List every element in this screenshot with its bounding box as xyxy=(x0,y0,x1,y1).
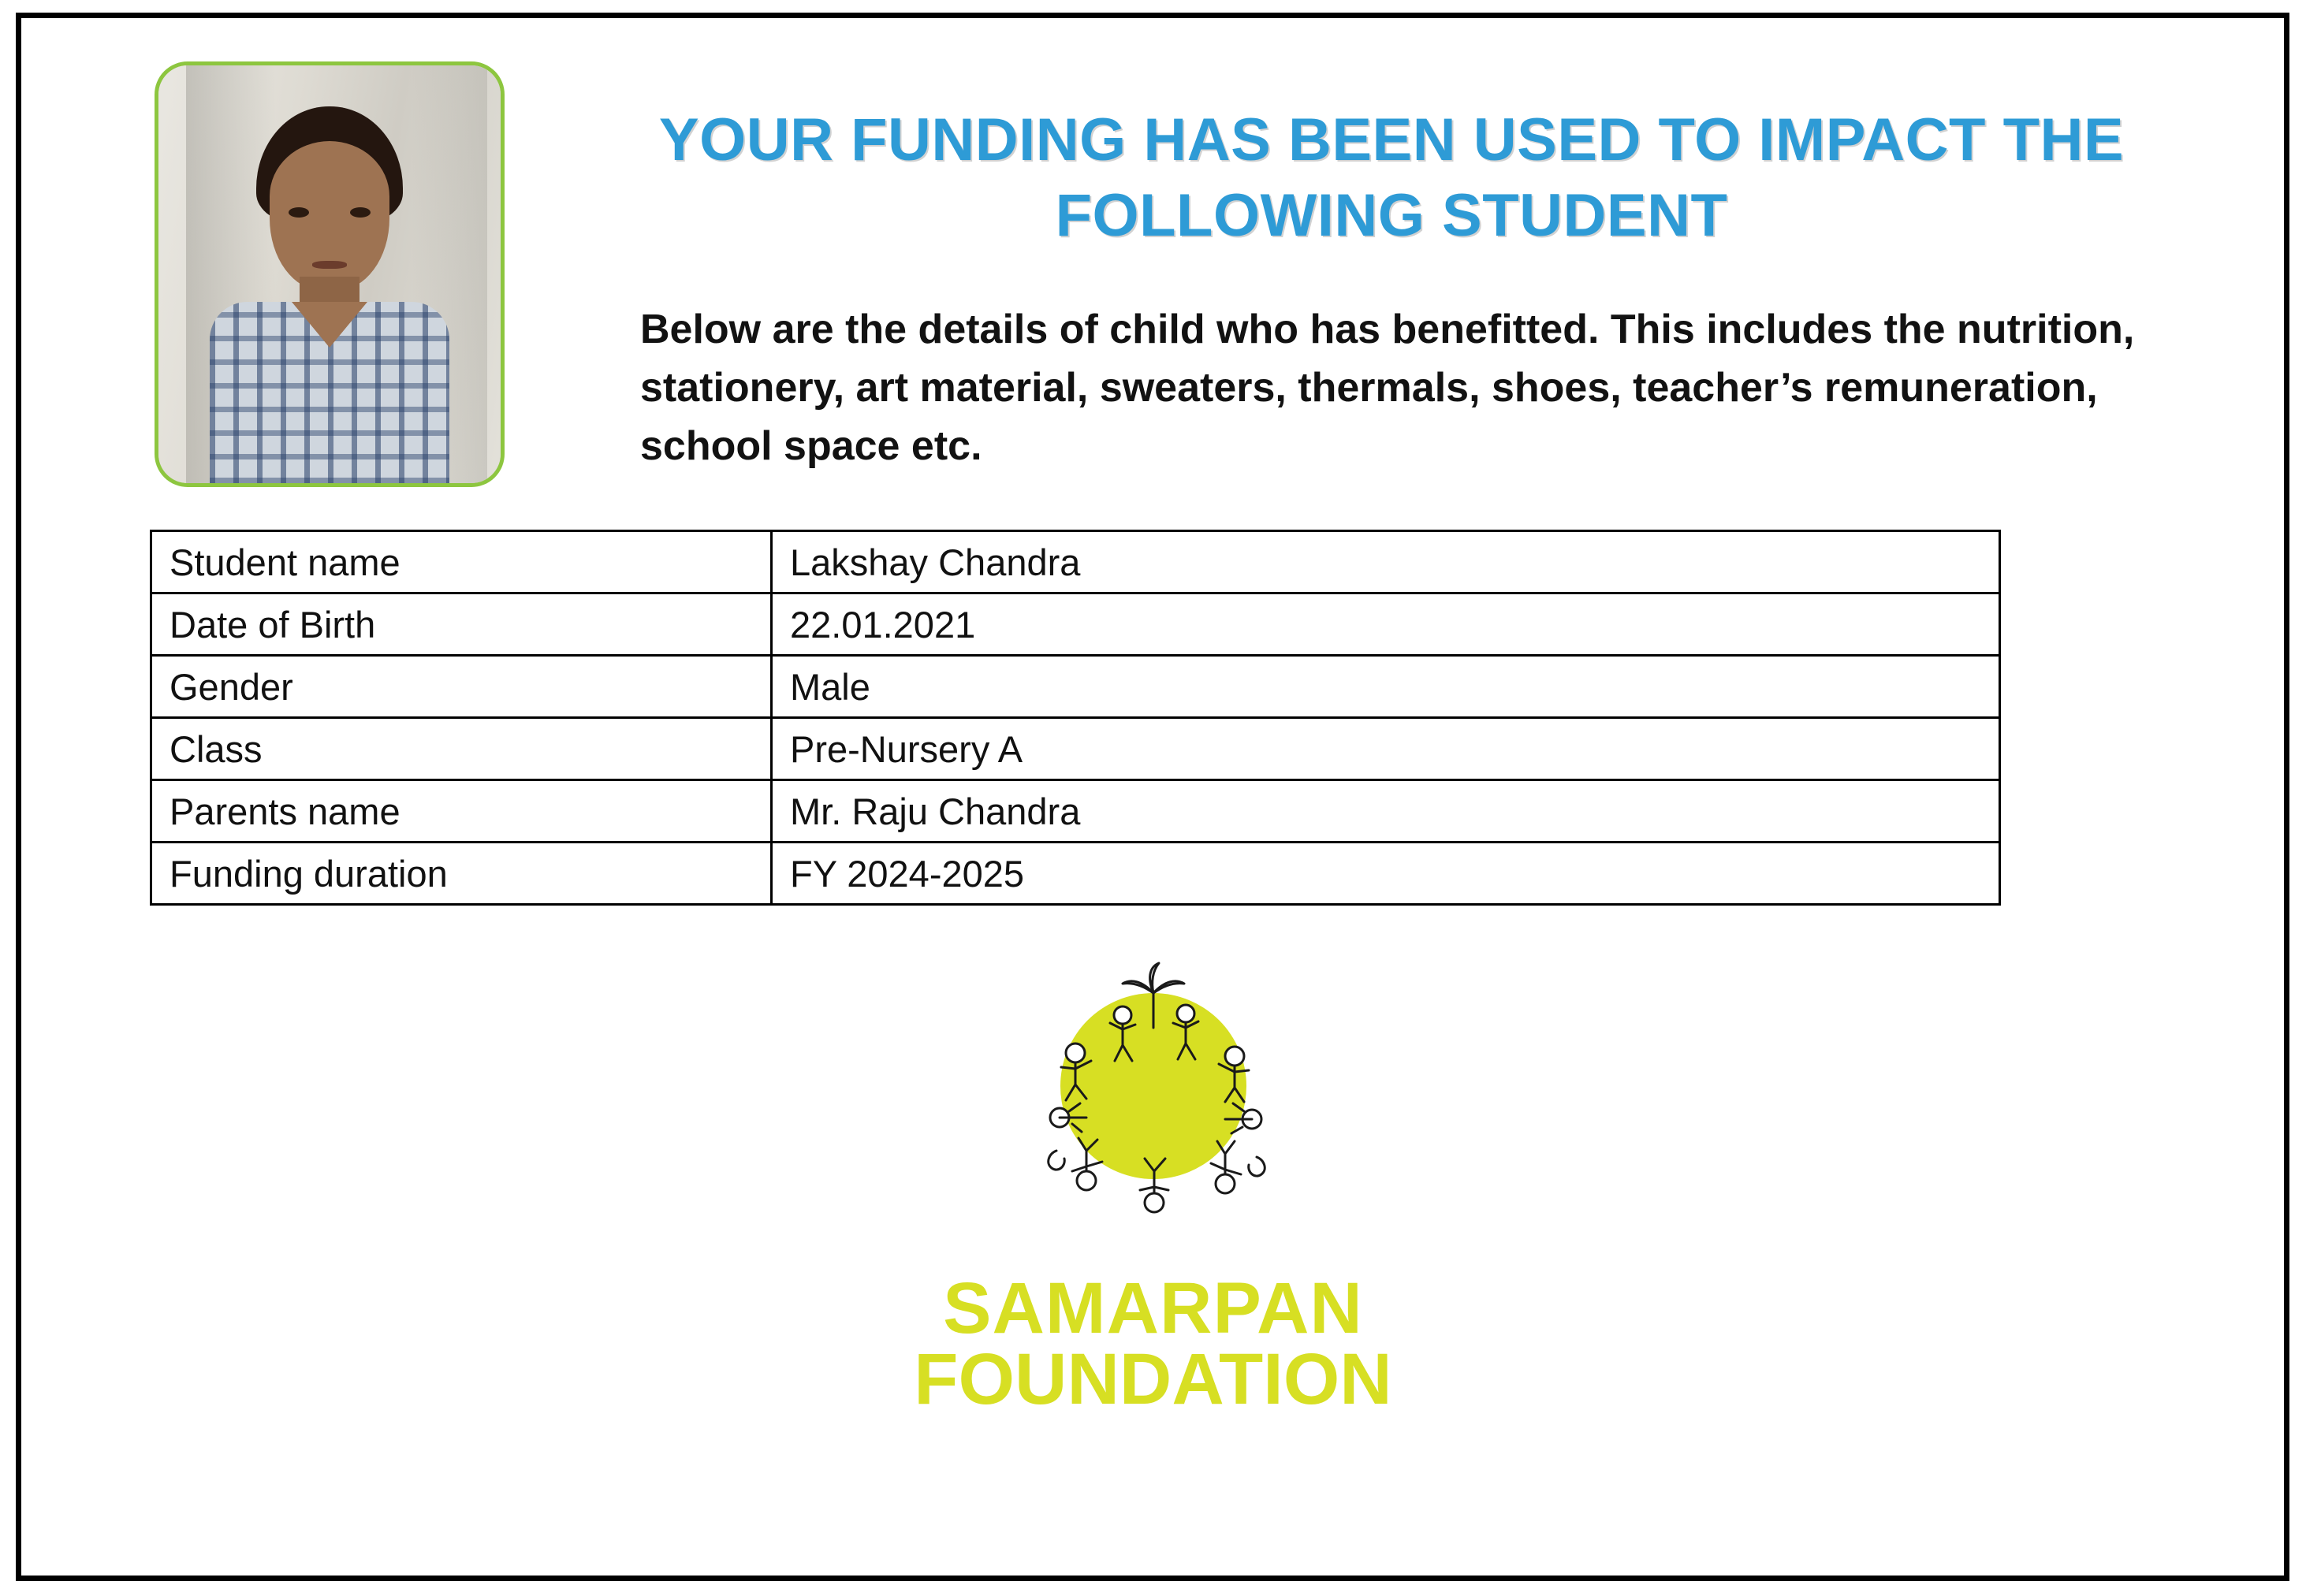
intro-paragraph: Below are the details of child who has benefitted. This includes the nutrition, stationery, art material, sweaters, thermals, shoes, teacher’s remuneration, school space etc. xyxy=(640,307,2135,469)
table-row xyxy=(151,718,2000,780)
row-label: Date of Birth xyxy=(151,593,772,656)
row-value: Mr. Raju Chandra xyxy=(772,780,2000,843)
student-photo-image xyxy=(158,65,501,483)
table-row xyxy=(151,780,2000,843)
row-label: Class xyxy=(151,718,772,780)
row-value: Male xyxy=(772,656,2000,718)
row-value: 22.01.2021 xyxy=(772,593,2000,656)
row-label: Funding duration xyxy=(151,843,772,905)
table-row xyxy=(151,531,2000,593)
row-value: FY 2024-2025 xyxy=(772,843,2000,905)
row-value: Pre-Nursery A xyxy=(772,718,2000,780)
photo-mouth xyxy=(312,261,347,269)
brand-name xyxy=(0,1268,2306,1420)
table-row xyxy=(151,593,2000,656)
student-details-table xyxy=(150,530,2001,906)
photo-eye-left xyxy=(289,207,309,218)
photo-eye-right xyxy=(350,207,371,218)
row-label: Parents name xyxy=(151,780,772,843)
table-row xyxy=(151,656,2000,718)
row-label: Gender xyxy=(151,656,772,718)
row-label: Student name xyxy=(151,531,772,593)
foundation-logo xyxy=(0,921,2306,1420)
table-row xyxy=(151,843,2000,905)
people-around-globe-icon xyxy=(984,921,1323,1252)
row-value: Lakshay Chandra xyxy=(772,531,2000,593)
page-title: YOUR FUNDING HAS BEEN USED TO IMPACT THE FOLLOWING STUDENT xyxy=(658,106,2125,249)
student-photo xyxy=(155,61,505,487)
brand-name-line1: SAMARPAN xyxy=(943,1268,1363,1349)
brand-name-line2: FOUNDATION xyxy=(914,1339,1392,1420)
